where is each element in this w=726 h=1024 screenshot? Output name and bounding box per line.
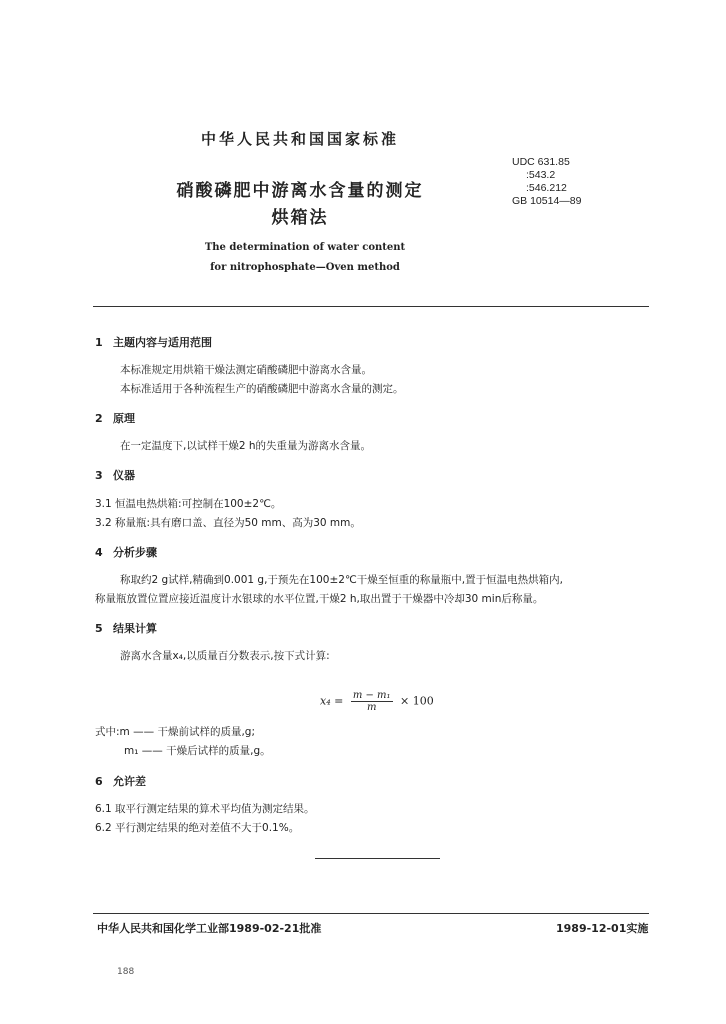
- section-heading-6: 6 允许差: [95, 775, 146, 788]
- footer-divider: [93, 913, 649, 914]
- formula-fraction: [351, 690, 393, 713]
- formula-where-line1: 式中:m —— 干燥前试样的质量,g;: [95, 726, 255, 738]
- paragraph: 本标准规定用烘箱干燥法测定硝酸磷肥中游离水含量。: [120, 364, 372, 376]
- section-heading-1: 1 主题内容与适用范围: [95, 336, 212, 349]
- header-divider: [93, 306, 649, 307]
- formula-denominator: m: [366, 702, 377, 713]
- document-title: 硝酸磷肥中游离水含量的测定: [176, 181, 424, 201]
- document-subtitle: 烘箱法: [271, 208, 329, 228]
- paragraph: 称量瓶放置位置应接近温度计水银球的水平位置,干燥2 h,取出置于干燥器中冷却30 min后称量。: [95, 593, 544, 605]
- paragraph: 本标准适用于各种流程生产的硝酸磷肥中游离水含量的测定。: [120, 383, 404, 395]
- paragraph: 3.2 称量瓶:具有磨口盖、直径为50 mm、高为30 mm。: [95, 517, 361, 529]
- implementation-date: 1989-12-01实施: [556, 922, 649, 935]
- english-title-line1: The determination of water content: [204, 242, 406, 253]
- paragraph: 6.2 平行测定结果的绝对差值不大于0.1%。: [95, 822, 300, 834]
- paragraph: 3.1 恒温电热烘箱:可控制在100±2℃。: [95, 498, 282, 510]
- page-number: 188: [117, 967, 135, 977]
- section-heading-2: 2 原理: [95, 412, 135, 425]
- formula-rhs: × 100: [400, 694, 434, 708]
- approval-text: 中华人民共和国化学工业部1989-02-21批准: [97, 922, 322, 935]
- section-heading-5: 5 结果计算: [95, 622, 157, 635]
- gb-code: GB 10514—89: [512, 195, 582, 207]
- paragraph: 6.1 取平行测定结果的算术平均值为测定结果。: [95, 803, 315, 815]
- udc-code-2: :543.2: [526, 169, 556, 181]
- formula: [320, 690, 434, 713]
- section-heading-4: 4 分析步骤: [95, 546, 157, 559]
- standard-title: 中华人民共和国国家标准: [200, 130, 399, 148]
- formula-where-line2: m₁ —— 干燥后试样的质量,g。: [124, 745, 271, 757]
- english-title-line2: for nitrophosphate—Oven method: [210, 262, 400, 273]
- udc-code-3: :546.212: [526, 182, 567, 194]
- formula-lhs: x₄ =: [320, 694, 344, 708]
- formula-numerator: m − m₁: [352, 690, 391, 701]
- paragraph: 在一定温度下,以试样干燥2 h的失重量为游离水含量。: [120, 440, 372, 452]
- paragraph: 称取约2 g试样,精确到0.001 g,于预先在100±2℃干燥至恒重的称量瓶中,置于恒温电热烘箱内,: [120, 574, 563, 586]
- udc-code: UDC 631.85: [512, 156, 570, 168]
- paragraph: 游离水含量x₄,以质量百分数表示,按下式计算:: [120, 650, 330, 662]
- end-rule: [315, 858, 440, 859]
- section-heading-3: 3 仪器: [95, 469, 135, 482]
